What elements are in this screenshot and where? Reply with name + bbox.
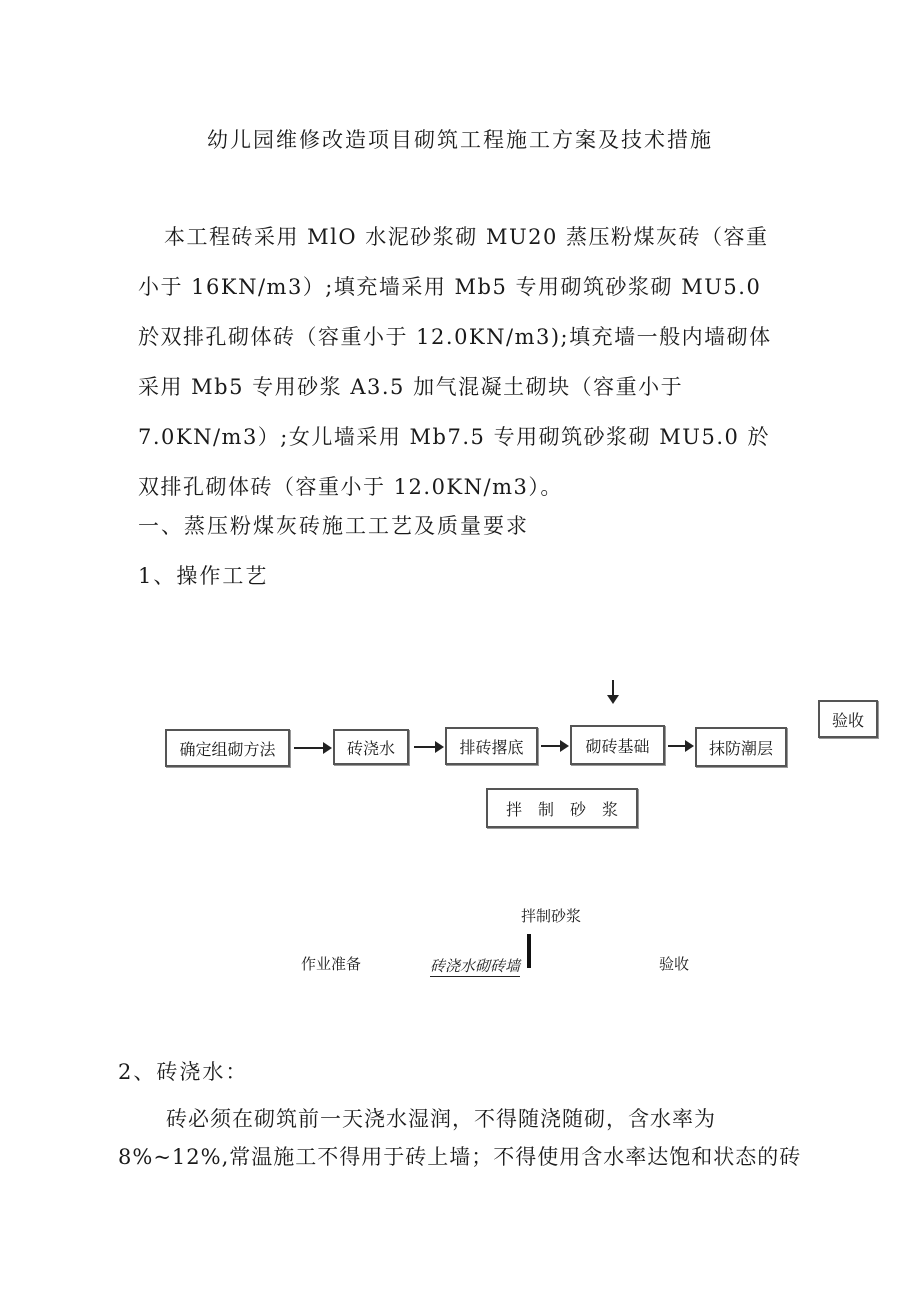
subsection-heading-2: 2、砖浇水： <box>118 1060 249 1084</box>
flow-arrow <box>414 746 442 748</box>
subsection-heading: 1、操作工艺 <box>138 564 269 588</box>
watering-paragraph <box>118 1100 838 1176</box>
flow-step-dampproof: 抹防潮层 <box>695 727 787 767</box>
flow-step-layout: 排砖撂底 <box>445 727 538 765</box>
flow-step-mortar: 拌 制 砂 浆 <box>486 788 638 828</box>
intro-paragraph: 本工程砖采用 MlO 水泥砂浆砌 MU20 蒸压粉煤灰砖（容重小于 16KN/m3）;填充墙采用 Mb5 专用砌筑砂浆砌 MU5.0 於双排孔砌体砖（容重小于 12.0KN/m3);填充墙一般内墙砌体采用 Mb5 专用砂浆 A3.5 加气混凝土砌块（容重小于 7.0KN/m3）;女儿墙采用 Mb7.5 专用砌筑砂浆砌 MU5.0 於双排孔砌体砖（容重小于 12.0KN/m3）。 <box>138 225 772 499</box>
flow-step-water: 砖浇水 <box>333 729 409 765</box>
document-title: 幼儿园维修改造项目砌筑工程施工方案及技术措施 <box>207 128 713 152</box>
flow-arrow <box>668 745 692 747</box>
vertical-bar <box>527 934 531 968</box>
mortar-label: 拌制砂浆 <box>521 907 582 925</box>
paragraph-line: 8%~12%,常温施工不得用于砖上墙；不得使用含水率达饱和状态的砖 <box>118 1145 802 1169</box>
paragraph-line: 砖必须在砌筑前一天浇水湿润，不得随浇随砌，含水率为 <box>166 1107 716 1131</box>
flow-arrow <box>294 747 330 749</box>
prep-label: 作业准备 <box>301 955 362 973</box>
flow-step-method: 确定组砌方法 <box>165 729 290 767</box>
flow-step-accept: 验收 <box>818 700 878 738</box>
accept-label: 验收 <box>659 955 690 973</box>
flow-arrow <box>541 745 567 747</box>
down-arrow <box>612 680 614 702</box>
flow-step-foundation: 砌砖基础 <box>570 725 665 765</box>
section-heading: 一、蒸压粉煤灰砖施工工艺及质量要求 <box>138 514 529 538</box>
wall-label: 砖浇水砌砖墙 <box>430 957 521 975</box>
